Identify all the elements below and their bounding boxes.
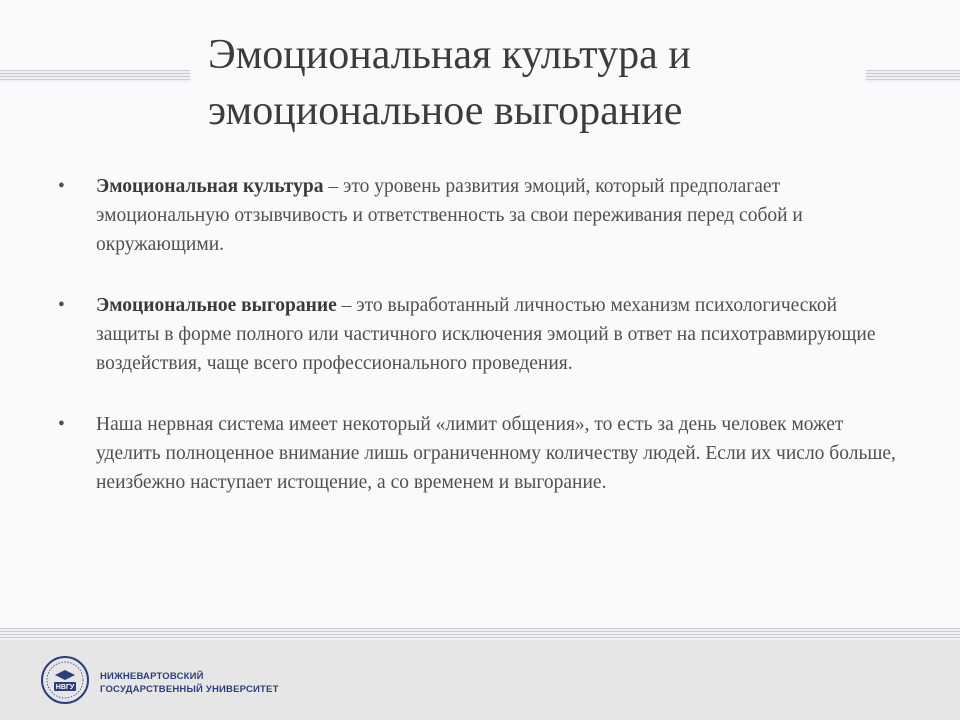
bullet-term: Эмоциональное выгорание: [96, 295, 337, 316]
university-name: [100, 670, 279, 696]
slide-title: Эмоциональная культура и эмоциональное выгорание: [208, 32, 691, 134]
bullet-text: Наша нервная система имеет некоторый «лимит общения», то есть за день человек может уделить полноценное внимание лишь ограниченному количеству людей. Если их число больше, неизбежно наступает истощение, а со временем и выгорание.: [96, 414, 896, 493]
bullet-item-2: [58, 291, 898, 378]
bullet-icon: •: [58, 295, 65, 316]
bullet-icon: •: [58, 414, 65, 435]
bullet-text: – это уровень развития эмоций, который предполагает эмоциональную отзывчивость и ответственность за свои переживания перед собой и окружающими.: [96, 176, 803, 255]
title-box: [190, 21, 866, 145]
bullet-item-1: [58, 172, 898, 259]
university-name-line2: ГОСУДАРСТВЕННЫЙ УНИВЕРСИТЕТ: [100, 684, 279, 695]
bullet-text: – это выработанный личностью механизм психологической защиты в форме полного или частичного исключения эмоций в ответ на психотравмирующие воздействия, чаще всего профессионального проведения.: [96, 295, 876, 374]
bullet-item-3: [58, 410, 898, 497]
university-name-line1: НИЖНЕВАРТОВСКИЙ: [100, 671, 204, 682]
university-logo-icon: [40, 655, 90, 705]
bottom-stripes: [0, 628, 960, 640]
bullet-term: Эмоциональная культура: [96, 176, 324, 197]
bullet-icon: •: [58, 176, 65, 197]
svg-text:НВГУ: НВГУ: [55, 684, 75, 691]
bullet-list: [58, 172, 898, 529]
